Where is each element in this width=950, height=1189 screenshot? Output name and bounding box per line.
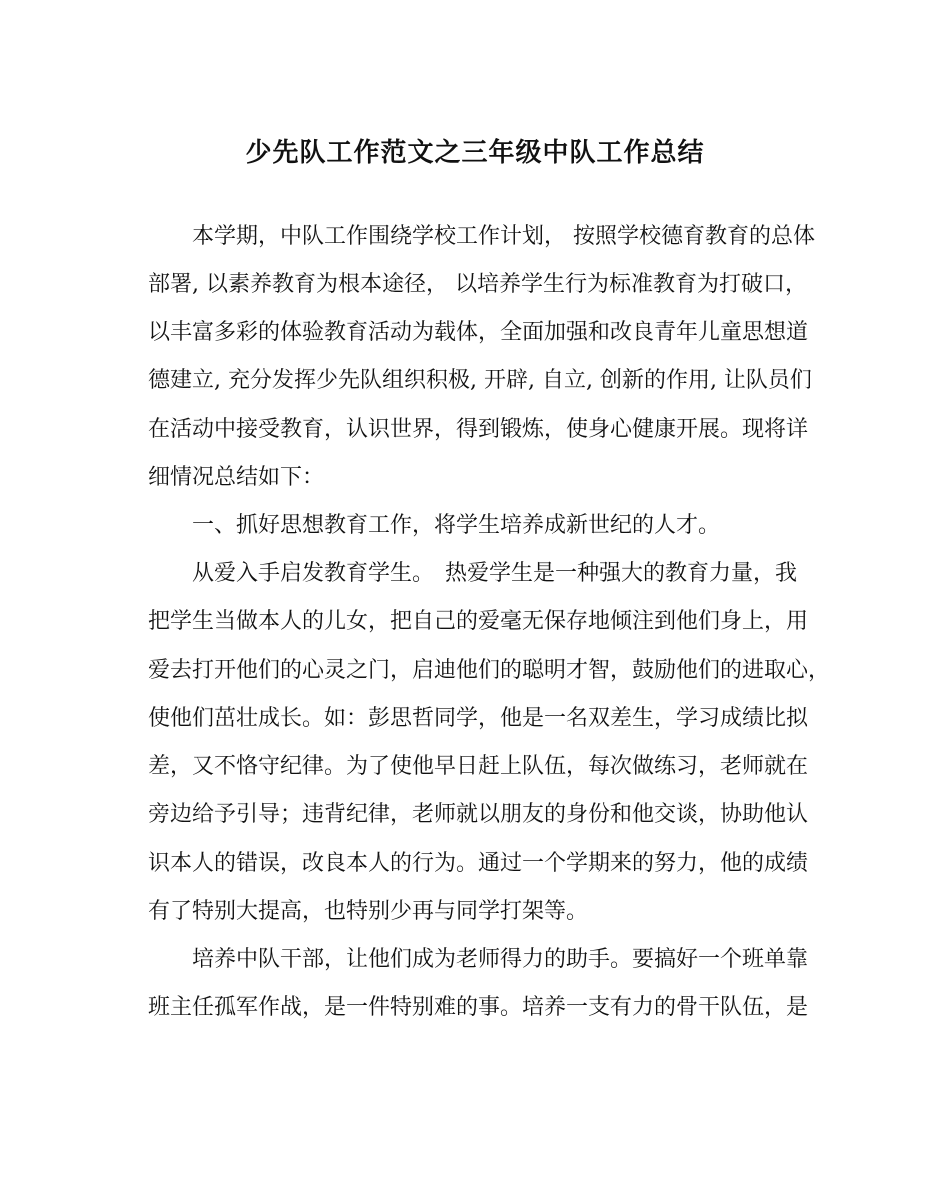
body-line: 班主任孤军作战，是一件特别难的事。培养一支有力的骨干队伍，是 [148,995,809,1020]
body-line: 培养中队干部，让他们成为老师得力的助手。要搞好一个班单靠 [148,947,809,972]
body-line: 细情况总结如下： [148,465,325,490]
body-line: 爱去打开他们的心灵之门，启迪他们的聪明才智，鼓励他们的进取心， [148,658,831,683]
body-line: 有了特别大提高，也特别少再与同学打架等。 [148,899,589,924]
body-line: 以丰富多彩的体验教育活动为载体，全面加强和改良青年儿童思想道 [148,320,809,345]
document-title: 少先队工作范文之三年级中队工作总结 [245,138,705,168]
body-line: 把学生当做本人的儿女，把自己的爱毫无保存地倾注到他们身上，用 [148,609,809,634]
body-line: 德建立, 充分发挥少先队组织积极, 开辟, 自立, 创新的作用, 让队员们 [148,368,812,393]
section-heading: 一、抓好思想教育工作，将学生培养成新世纪的人才。 [148,513,721,538]
body-line: 部署, 以素养教育为根本途径， 以培养学生行为标准教育为打破口， [148,272,807,297]
body-line: 从爱入手启发教育学生。 热爱学生是一种强大的教育力量，我 [148,561,798,586]
body-line: 使他们茁壮成长。如：彭思哲同学，他是一名双差生，学习成绩比拟 [148,706,809,731]
body-line: 在活动中接受教育，认识世界，得到锻炼，使身心健康开展。现将详 [148,417,809,442]
body-line: 本学期，中队工作围绕学校工作计划， 按照学校德育教育的总体 [148,224,815,249]
body-line: 识本人的错误，改良本人的行为。通过一个学期来的努力，他的成绩 [148,851,809,876]
body-line: 差，又不恪守纪律。为了使他早日赶上队伍，每次做练习，老师就在 [148,754,809,779]
body-line: 旁边给予引导；违背纪律，老师就以朋友的身份和他交谈，协助他认 [148,802,809,827]
